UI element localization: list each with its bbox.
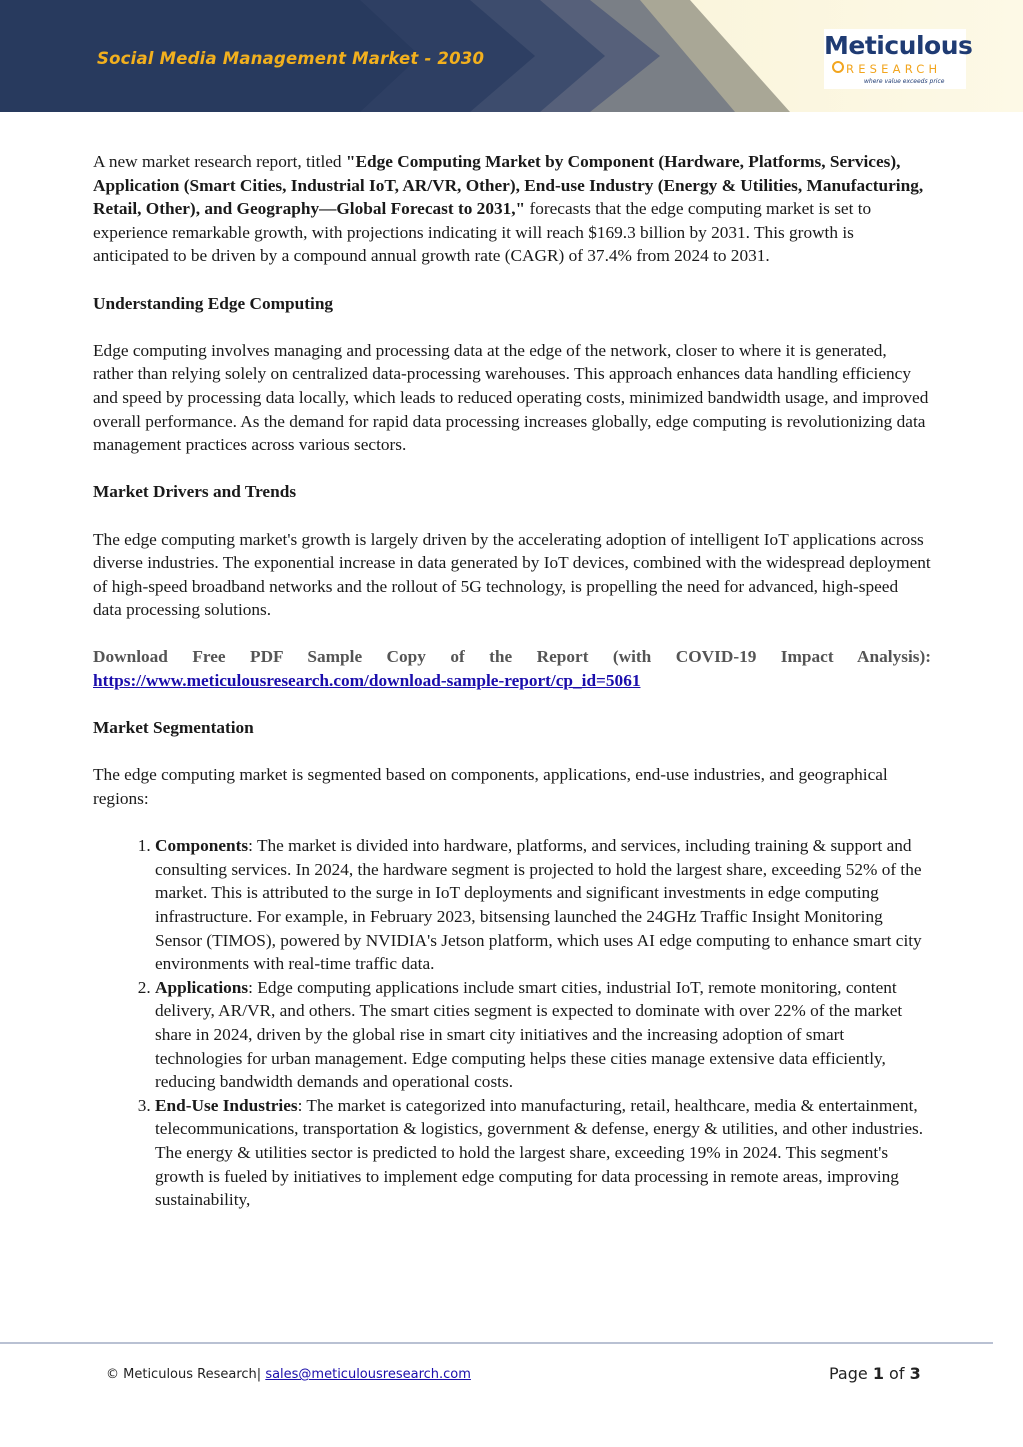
understanding-paragraph: Edge computing involves managing and processing data at the edge of the network, closer to where it is generated, rather than relying solely on centralized data-processing warehouses. This approach enhances data handling efficiency and speed by processing data locally, which leads to reduced operating costs, minimized bandwidth usage, and improved overall performance. As the demand for rapid data processing increases globally, edge computing is revolutionizing data management practices across various sectors. <box>93 340 929 455</box>
logo-subtitle: RESEARCH <box>846 62 942 76</box>
list-item-term: Applications <box>155 977 249 997</box>
list-item-text: : The market is categorized into manufacturing, retail, healthcare, media & entertainment, telecommunications, transportation & logistics, government & defense, energy & utilities, and other industries. The energy & utilities sector is predicted to hold the largest share, exceeding 19% in 2024. This segment's growth is fueled by initiatives to implement edge computing for data processing in remote areas, improving sustainability, <box>155 1095 924 1210</box>
report-title: "Edge Computing Market by Component (Hardware, Platforms, Services), Application (Smart Cities, Industrial IoT, AR/VR, Other), End-use Industry (Energy & Utilities, Manufacturing, Retail, Other), and Geography—Global Forecast to 2031," <box>93 152 924 219</box>
heading-segmentation: Market Segmentation <box>93 718 254 738</box>
sample-report-link[interactable]: https://www.meticulousresearch.com/download-sample-report/cp_id=5061 <box>93 671 641 691</box>
header-banner <box>0 0 1023 112</box>
list-item-text: : Edge computing applications include smart cities, industrial IoT, remote monitoring, content delivery, AR/VR, and others. The smart cities segment is expected to dominate with over 22% of the market share in 2024, driven by the global rise in smart city initiatives and the increasing adoption of smart technologies for urban management. Edge computing helps these cities manage extensive data efficiently, reducing bandwidth demands and operational costs. <box>155 977 903 1092</box>
list-item <box>155 976 931 1094</box>
intro-post: forecasts that the edge computing market is set to experience remarkable growth, with projections indicating it will reach $169.3 billion by 2031. This growth is anticipated to be driven by a compound annual growth rate (CAGR) of 37.4% from 2024 to 2031. <box>93 199 872 266</box>
email-link[interactable]: sales@meticulousresearch.com <box>265 1367 471 1382</box>
heading-drivers: Market Drivers and Trends <box>93 482 297 502</box>
list-item <box>155 1094 931 1212</box>
list-item <box>155 834 931 976</box>
footer-divider <box>0 1342 993 1344</box>
banner-title: Social Media Management Market - 2030 <box>97 49 485 68</box>
page-mid: of <box>883 1364 910 1383</box>
logo-tagline: where value exceeds price <box>864 78 945 85</box>
copyright-text: © Meticulous Research| <box>106 1367 262 1382</box>
intro-pre: A new market research report, titled <box>93 152 346 171</box>
list-item-text: : The market is divided into hardware, platforms, and services, including training & support and consulting services. In 2024, the hardware segment is projected to hold the largest share, exceeding 52% of the market. This is attributed to the surge in IoT deployments and significant investments in edge computing infrastructure. For example, in February 2023, bitsensing launched the 24GHz Traffic Insight Monitoring Sensor (TIMOS), powered by NVIDIA's Jetson platform, which uses AI edge computing to enhance smart city environments with real-time traffic data. <box>155 836 922 974</box>
download-label: Download Free PDF Sample Copy of the Report (with COVID-19 Impact Analysis): <box>93 647 931 667</box>
intro-paragraph <box>93 150 931 268</box>
page-current: 1 <box>872 1364 884 1383</box>
meticulous-logo <box>824 29 973 89</box>
magnifier-icon <box>832 61 844 73</box>
document-body <box>93 150 931 1212</box>
page-prefix: Page <box>829 1364 873 1383</box>
heading-understanding: Understanding Edge Computing <box>93 293 334 313</box>
segmentation-list <box>93 834 931 1212</box>
page-number <box>829 1364 921 1383</box>
footer-copyright <box>106 1367 471 1382</box>
segmentation-intro: The edge computing market is segmented based on components, applications, end-use industries, and geographical regions: <box>93 765 888 809</box>
logo-wordmark: Meticulous <box>824 31 973 60</box>
page-total: 3 <box>909 1364 921 1383</box>
drivers-paragraph: The edge computing market's growth is largely driven by the accelerating adoption of intelligent IoT applications across diverse industries. The exponential increase in data generated by IoT devices, combined with the widespread deployment of high-speed broadband networks and the rollout of 5G technology, is propelling the need for advanced, high-speed data processing solutions. <box>93 529 931 620</box>
list-item-term: Components <box>155 836 249 856</box>
list-item-term: End-Use Industries <box>155 1095 298 1115</box>
